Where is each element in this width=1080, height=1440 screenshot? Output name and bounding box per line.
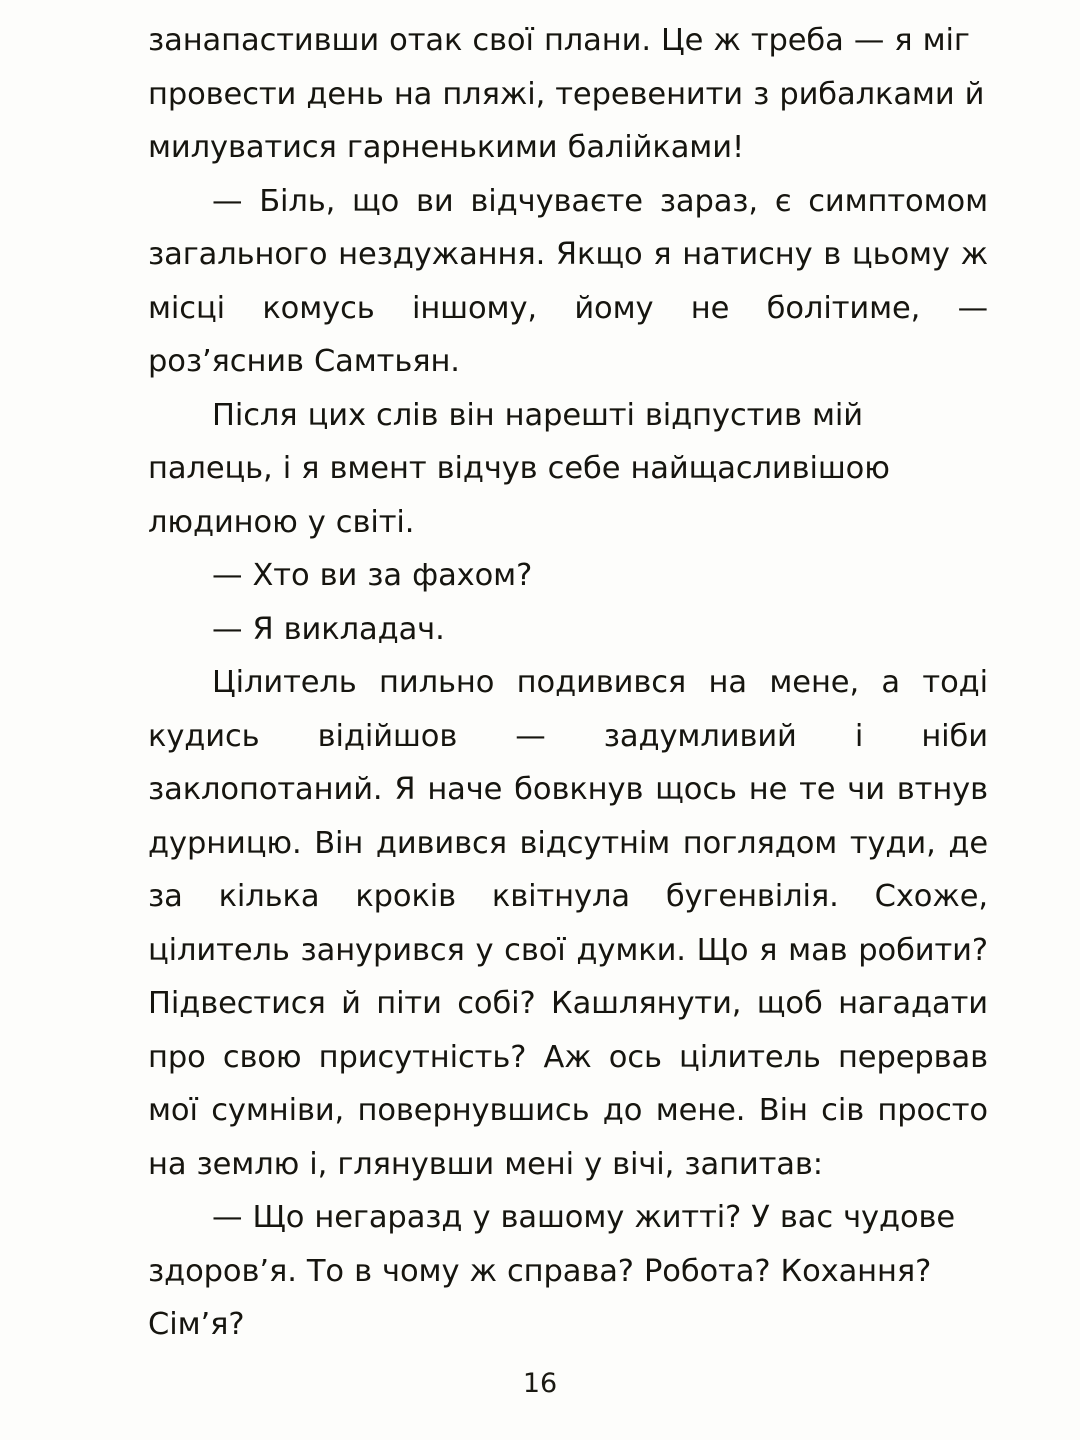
paragraph: занапастивши отак свої плани. Це ж треба — я міг провести день на пляжі, теревенити з рибалками й милуватися гарненькими балійками! xyxy=(148,23,985,165)
paragraph: Після цих слів він нарешті відпустив мій палець, і я вмент відчув себе найщасливішою людиною у світі. xyxy=(148,397,890,540)
paragraph: — Що негаразд у вашому житті? У вас чудове здоров’я. То в чому ж справа? Робота? Кохання? Сім’я? xyxy=(148,1200,956,1342)
page-number: 16 xyxy=(522,1368,558,1399)
paragraph: — Я викладач. xyxy=(212,611,445,647)
paragraph: — Хто ви за фахом? xyxy=(212,558,533,593)
paragraph: Цілитель пильно подивився на мене, а тоді кудись відійшов — задумливий і ніби заклопотаний. Я наче бовкнув щось не те чи втнув дурницю. Він дивився відсутнім поглядом туди, де за кілька кроків квітнула бугенвілія. Схоже, цілитель занурився у свої думки. Що я мав робити? Підвестися й піти собі? Кашлянути, щоб нагадати про свою присутність? Аж ось цілитель перервав мої сумніви, повернувшись до мене. Він сів просто на землю і, глянувши мені у вічі, запитав: xyxy=(148,665,988,1182)
paragraph: — Біль, що ви відчуваєте зараз, є симптомом загального нездужання. Якщо я натисну в цьому ж місці комусь іншому, йому не болітиме, — роз’яснив Самтьян. xyxy=(148,183,988,379)
page-text-block xyxy=(148,14,988,1352)
